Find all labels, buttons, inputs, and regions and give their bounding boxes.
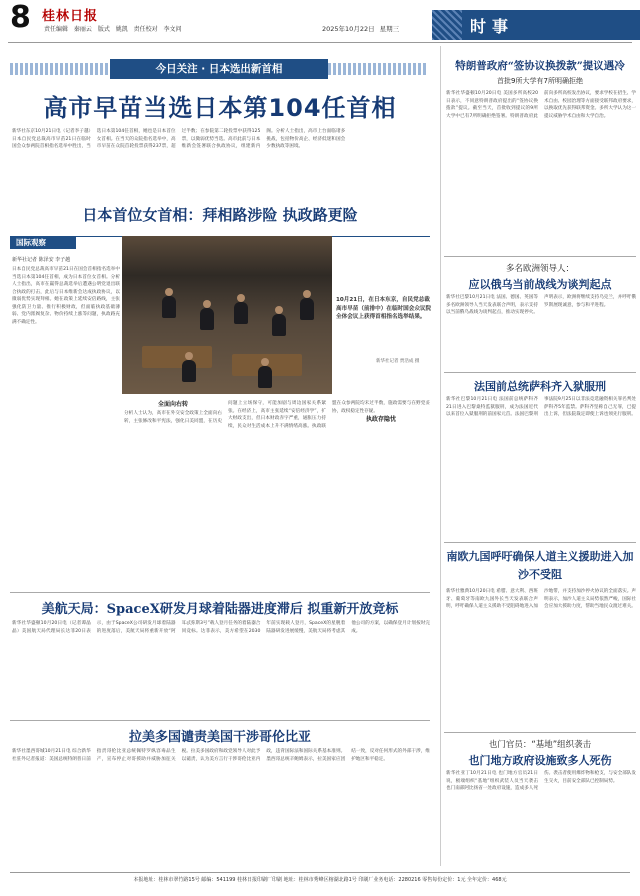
section-tag: 国际观察	[10, 237, 76, 249]
right-story-4: 新华社雅典10月20日电 希腊、意大利、西班牙、葡萄牙等南欧九国外长当天发表联合声明，呼吁确保人道主义援助不受阻碍地进入加沙地带，并支持加沙停火协议的全面落实。声明表示，加沙人道主义局势依然严峻，国际社会应加大援助力度，帮助当地民众渡过难关。	[446, 589, 636, 609]
top-banner: 今日关注 · 日本选出新首相	[110, 59, 328, 79]
banner-ribbon-right	[328, 63, 428, 75]
photo-desk	[142, 346, 212, 368]
right-story-1: 新华社华盛顿10月20日电 美国多所高校20日表示，不同意特朗普政府提出的“签协议换拨款”提议。截至当天，首批收到提议的9所大学中已有7所明确拒绝签署。特朗普政府此前向多所高校发出协议，要求学校在招生、学术自由、校园治理等方面接受联邦政府要求，以换取优先获得联邦资金。多所大学认为这一提议威胁学术自由和大学自治。	[446, 91, 636, 119]
right-divider	[444, 542, 636, 543]
right-headline-2[interactable]: 应以俄乌当前战线为谈判起点	[468, 278, 612, 291]
right-headline-5[interactable]: 也门地方政府设施致多人死伤	[468, 754, 612, 767]
header-rule	[8, 42, 632, 43]
right-story-2: 新华社巴黎10月21日电 法国、德国、英国等多名欧洲领导人当天发表联合声明，表示支持以当前俄乌战线为谈判起点，推动实现停火。声明表示，欧洲将继续支持乌克兰，并呼吁俄罗斯展现诚意，参与和平进程。	[446, 295, 636, 315]
photo-head	[275, 306, 283, 314]
subhead: 全面向右转	[157, 401, 188, 408]
right-headline-3[interactable]: 法国前总统萨科齐入狱服刑	[474, 380, 606, 393]
second-story-body: 日本自民党总裁高市早苗21日在国会首相指名选举中当选日本第104任首相，成为日本首位女首相。分析人士指出，高市在赢得总裁选举后遭遇公明党退出联合执政的打击，此后与日本维新会达成执政协议，以微弱优势实现拜相。她在政策上延续安倍路线，主张强化防卫力量、推行积极财政，但面临执政基础薄弱、党内派阀复杂、物价持续上涨等问题，执政路充满不确定性。	[12, 267, 120, 325]
page-footer: 本报地址：桂林市翠竹路15号 邮编：541199 桂林日报印刷厂印刷 地址：桂林市秀峰区榕湖北路1号 印刷厂业务电话：2280216 零售每份定价：1元 全年定价：468元	[10, 872, 630, 889]
right-subhead-1: 首批9所大学有7所明确拒绝	[497, 77, 583, 85]
right-headline-1[interactable]: 特朗普政府“签协议换拨款”提议遇冷	[455, 60, 625, 72]
editorial-staff: 责任编辑 秦丽云 版式 姚凯 责任校对 李文问	[44, 26, 182, 33]
photo-head	[165, 288, 173, 296]
photo-person	[200, 308, 214, 330]
section-divider	[10, 720, 430, 721]
fifth-story-body: 新华社墨西哥城10月21日电 综合新华社驻外记者报道：美国总统特朗普日前指责哥伦比亚总统佩特罗纵容毒品生产，宣布停止对哥援助并威胁加征关税。拉美多国政府和政党领导人对此予以谴责，认为美方言行干涉哥伦比亚内政，违背国际法和国际关系基本准则。墨西哥总统辛鲍姆表示，拉美国家应团结一致，反对任何形式的外部干涉，维护地区和平稳定。	[12, 749, 430, 762]
photo-person	[162, 296, 176, 318]
banner-ribbon-left	[10, 63, 110, 75]
right-headline-4[interactable]: 南欧九国呼吁确保人道主义援助进入加沙不受阻	[446, 550, 634, 581]
photo-head	[237, 294, 245, 302]
photo-person	[182, 360, 196, 382]
right-story-3: 新华社巴黎10月21日电 法国前总统萨科齐21日进入巴黎桑特监狱服刑，成为法国近代以来首位入狱服刑的前国家元首。法国巴黎刑事法院9月25日以非法竞选融资相关罪名判处萨科齐5年监禁。萨科齐坚称自己无罪，已提出上诉，但法院裁定即使上诉也须先行服刑。	[446, 397, 636, 417]
right-divider	[444, 372, 636, 373]
subhead: 执政存隐忧	[365, 416, 396, 423]
byline: 新华社记者 陈泽安 李子越	[12, 257, 71, 263]
photo-person	[272, 314, 286, 336]
right-divider	[444, 256, 636, 257]
page-header	[0, 0, 640, 42]
third-story-body	[124, 400, 430, 588]
third-headline[interactable]: 美航天局：SpaceX研发月球着陆器进度滞后 拟重新开放竞标	[41, 602, 399, 617]
issue-date: 2025年10月22日 星期三	[322, 25, 400, 33]
photo-credit: 新华社记者 贾浩成 摄	[376, 359, 420, 364]
main-story-body: 新华社东京10月21日电（记者李子越）日本自民党总裁高市早苗21日在临时国会众参两院首相指名选举中胜出，当选日本第104任首相，她也是日本首位女首相。在当天的众院指名选举中，高市早苗在众院首轮投票获得237票，超过半数；在参院第二轮投票中获得125票，以微弱优势当选。高市此前与日本维新会签署联合执政协议，组建新内阁。分析人士指出，高市上台面临诸多挑战，包括物价高企、经济低迷和国会少数执政等困境。	[12, 129, 346, 149]
photo-person	[300, 298, 314, 320]
newspaper-logo: 桂林日报	[42, 9, 99, 24]
page-number: 8	[10, 0, 31, 35]
right-kicker-2: 多名欧洲领导人：	[505, 264, 574, 274]
photo-head	[203, 300, 211, 308]
right-divider	[444, 732, 636, 733]
section-stripe	[432, 10, 462, 40]
right-story-5: 新华社亚丁10月21日电 也门地方官员21日说，极端组织“基地”组织武装人员当天袭击也门南部阿比扬省一处政府设施，造成多人死伤。袭击者使用爆炸物和枪支，与安全部队发生交火，目前安全部队已控制局势。	[446, 771, 636, 791]
photo-head	[185, 352, 193, 360]
fourth-story-body: 新华社华盛顿10月20日电（记者谭晶晶）美国航天局代理局长达菲20日表示，由于SpaceX公司研发月球着陆器的进度落后，美航天局将重新开放“阿耳忒弥斯3号”载人登月任务的着陆器合同竞标。达菲表示，美方希望在2030年前实现载人登月，SpaceX的星舰着陆器研发进展缓慢，美航天局将考虑其他公司的方案，以确保登月计划按时完成。	[12, 621, 430, 634]
news-photo[interactable]	[122, 236, 332, 394]
section-divider	[10, 592, 430, 593]
photo-head	[303, 290, 311, 298]
second-headline[interactable]: 日本首位女首相：拜相路涉险 执政路更险	[82, 206, 358, 224]
photo-caption: 10月21日，在日本东京，自民党总裁高市早苗（前排中）在临时国会众议院全体会议上获得首相指名选举结果。	[336, 297, 432, 320]
photo-person	[258, 366, 272, 388]
photo-head	[261, 358, 269, 366]
right-kicker-5: 也门官员：“基地”组织袭击	[488, 740, 592, 750]
section-name: 时事	[470, 17, 515, 36]
column-rule	[440, 46, 441, 866]
main-headline[interactable]: 高市早苗当选日本第104任首相	[43, 94, 397, 122]
section-band	[432, 10, 640, 40]
photo-person	[234, 302, 248, 324]
fourth-headline[interactable]: 拉美多国谴责美国干涉哥伦比亚	[128, 730, 311, 745]
third-story-text: 分析人士认为，高市在外交安全政策上全面向右转，主张修改和平宪法，强化日美同盟，在历史问题上立场保守，可能加剧与周边国家关系紧张。在经济上，高市主张延续“安倍经济学”，扩大财政支出，但日本财政赤字严重，通胀压力持续，民众对生活成本上升不满情绪高涨。执政联盟在众参两院均未过半数，施政需要与在野党妥协，政权稳定性存疑。	[124, 401, 430, 429]
